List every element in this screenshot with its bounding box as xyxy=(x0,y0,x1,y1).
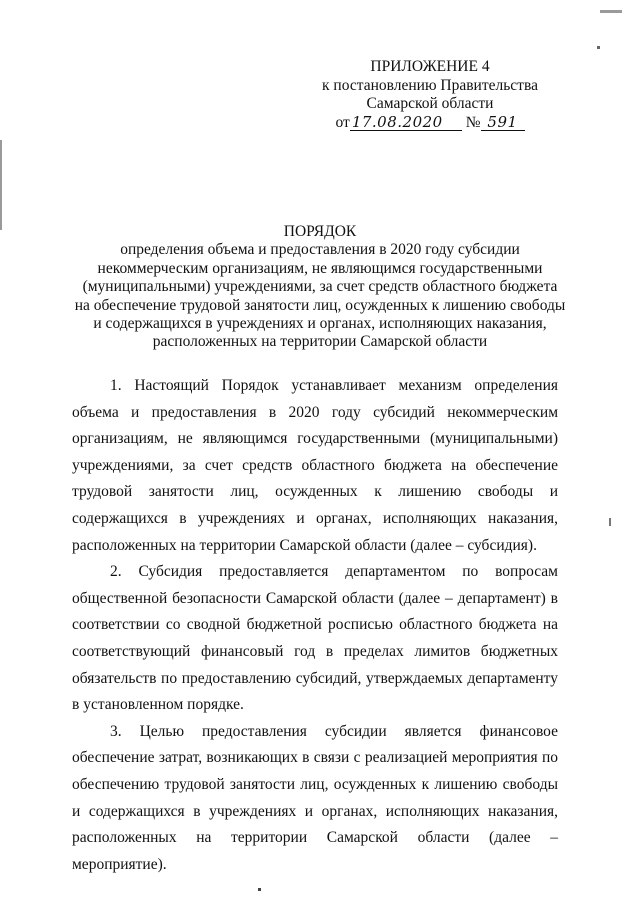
scan-speck-bottom xyxy=(258,888,261,891)
paragraph-3: 3. Целью предоставления субсидии является финансовое обеспечение затрат, возникающих в связи с реализацией мероприятия по обеспечению трудовой занятости лиц, осужденных к лишению свободы и содержащихся в учреждениях и органах, исполняющих наказания, расположенных на территории Самарской области (далее – мероприятие). xyxy=(72,722,558,873)
paragraph-2: 2. Субсидия предоставляется департаментом по вопросам общественной безопасности Самарской области (далее – департамент) в соответствии со сводной бюджетной росписью областного бюджета на соответствующий финансовый год в пределах лимитов бюджетных обязательств по предоставлению субсидий, утверждаемых департаменту в установленном порядке. xyxy=(72,563,558,714)
appendix-header xyxy=(300,58,560,132)
number-prefix: № xyxy=(465,113,481,131)
paragraph-1: 1. Настоящий Порядок устанавливает механизм определения объема и предоставления в 2020 году субсидий некоммерческим организациям, не являющимся государственными (муниципальными) учреждениями, за счет средств областного бюджета на обеспечение трудовой занятости лиц, осужденных к лишению свободы и содержащихся в учреждениях и органах, исполняющих наказания, расположенных на территории Самарской области (далее – субсидия). xyxy=(72,377,558,554)
order-subtitle-line: расположенных на территории Самарской области xyxy=(152,333,488,351)
appendix-region-line: Самарской области xyxy=(366,95,494,112)
document-body xyxy=(72,373,558,878)
order-subtitle-line: на обеспечение трудовой занятости лиц, осужденных к лишению свободы xyxy=(74,296,566,314)
order-subtitle-line: определения объема и предоставления в 2020 году субсидии xyxy=(120,241,520,259)
order-subtitle-line: (муниципальными) учреждениями, за счет средств областного бюджета xyxy=(82,278,558,296)
scan-speck xyxy=(597,46,600,49)
appendix-resolution-line: к постановлению Правительства xyxy=(322,76,538,94)
date-value: 17.08.2020 xyxy=(350,115,462,131)
order-title-block xyxy=(60,223,580,352)
order-subtitle-line: и содержащихся в учреждениях и органах, исполняющих наказания, xyxy=(93,315,547,333)
scan-corner-mark xyxy=(600,10,622,13)
order-heading: ПОРЯДОК xyxy=(283,223,357,240)
date-prefix: от xyxy=(335,113,350,131)
appendix-title: ПРИЛОЖЕНИЕ 4 xyxy=(370,58,490,75)
appendix-date-line xyxy=(300,114,560,133)
scan-margin-tick xyxy=(609,518,611,526)
number-value: 591 xyxy=(481,115,525,131)
scan-edge-mark xyxy=(0,140,2,230)
order-subtitle-line: некоммерческим организациям, не являющимся государственными xyxy=(97,259,543,277)
